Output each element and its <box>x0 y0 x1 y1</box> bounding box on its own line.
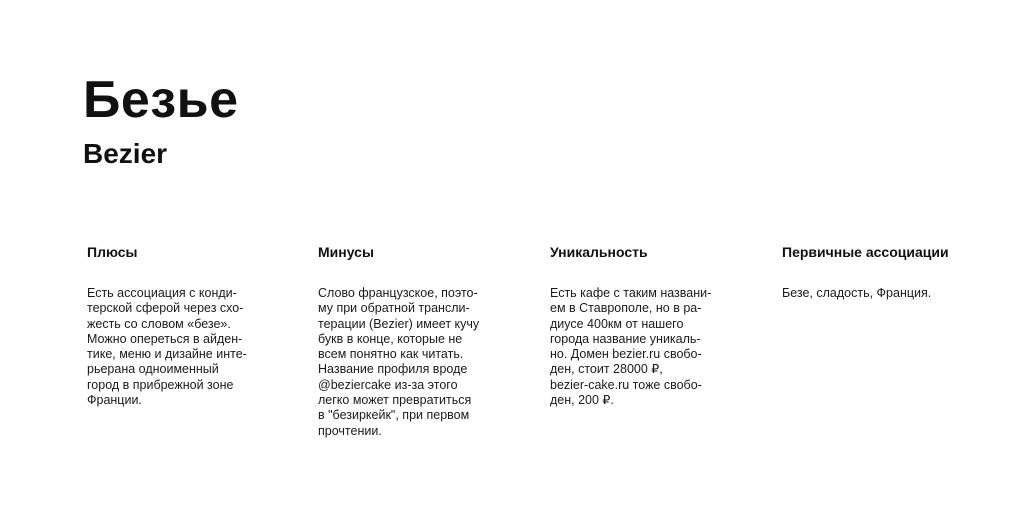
column-uniqueness <box>550 244 760 408</box>
column-heading-uniqueness: Уникальность <box>550 244 648 260</box>
page-title: Безье <box>83 71 239 129</box>
column-pros <box>87 244 297 408</box>
column-text-pros: Есть ассоциация с конди- терской сферой через схо- жесть со словом «безе». Можно опереться в айден- тике, меню и дизайне инте- рьерана одноименный город в прибрежной зоне Франции. <box>87 286 247 408</box>
column-associations <box>782 244 982 301</box>
column-text-cons: Слово французское, поэто- му при обратной трансли- терации (Bezier) имеет кучу букв в конце, которые не всем понятно как читать. Название профиля вроде @beziercake из-за этого легко может превратиться в "безиркейк", при первом прочтении. <box>318 286 480 438</box>
column-heading-associations: Первичные ассоциации <box>782 244 949 260</box>
page-subtitle: Bezier <box>83 138 168 169</box>
column-text-associations: Безе, сладость, Франция. <box>782 286 932 300</box>
column-heading-cons: Минусы <box>318 244 374 260</box>
column-cons <box>318 244 528 439</box>
column-text-uniqueness: Есть кафе с таким названи- ем в Ставрополе, но в ра- диусе 400км от нашего города название уникаль- но. Домен bezier.ru свобо- ден, стоит 28000 ₽, bezier-cake.ru тоже свобо- ден, 200 ₽. <box>550 286 712 408</box>
column-heading-pros: Плюсы <box>87 244 138 260</box>
